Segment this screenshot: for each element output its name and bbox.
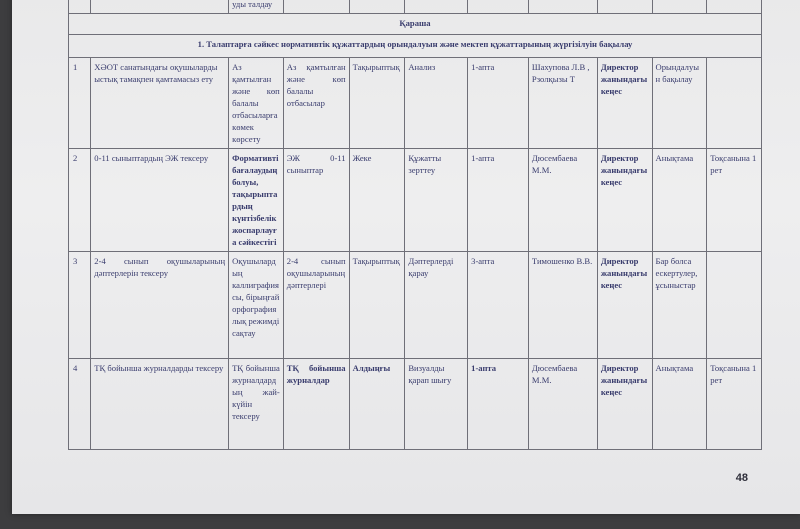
repeat-control bbox=[707, 58, 762, 149]
row-number: 2 bbox=[69, 149, 91, 252]
control-method: Визуалды қарап шығу bbox=[405, 359, 468, 450]
responsible-person: Дюсембаева М.М. bbox=[528, 359, 597, 450]
control-result: Орындалуы н бақылау bbox=[652, 58, 707, 149]
control-result: Бар болса ескертулер, ұсыныcтар bbox=[652, 252, 707, 359]
control-object: ТҚ бойынша журналдар bbox=[283, 359, 349, 450]
control-goal: Формативті бағалаудың болуы, тақырыптардың күнтізбелік жоспарлауға сәйкестігі bbox=[229, 149, 284, 252]
row-number: 3 bbox=[69, 252, 91, 359]
responsible-person: Тимошенко В.В. bbox=[528, 252, 597, 359]
table-row bbox=[69, 149, 762, 252]
control-method: Анализ bbox=[405, 58, 468, 149]
control-topic: ТҚ бойынша журналдарды тексеру bbox=[91, 359, 229, 450]
control-type: Жеке bbox=[349, 149, 405, 252]
control-method: Құжатты зерттеу bbox=[405, 149, 468, 252]
section-row bbox=[69, 35, 762, 58]
control-plan-table bbox=[68, 0, 762, 450]
section-title: 1. Талаптарға сәйкес нормативтік құжаттардың орындалуын және мектеп құжаттарының жүргізілуін бақылау bbox=[69, 35, 762, 58]
prev-row-cell: уды талдау bbox=[229, 0, 284, 14]
control-time: 3-апта bbox=[468, 252, 529, 359]
control-goal: Аз қамтылған және көп балалы отбасыларға көмек көрсету bbox=[229, 58, 284, 149]
table-row-previous bbox=[69, 0, 762, 14]
control-object: Аз қамтылған және көп балалы отбасылар bbox=[283, 58, 349, 149]
control-topic: 2-4 сынып оқушыларының дәптерлерін тексеру bbox=[91, 252, 229, 359]
repeat-control: Тоқсанына 1 рет bbox=[707, 149, 762, 252]
review-place: Директор жанындағы кеңес bbox=[597, 252, 652, 359]
month-title: Қараша bbox=[69, 14, 762, 35]
table-row bbox=[69, 252, 762, 359]
document-page bbox=[12, 0, 800, 514]
control-time: 1-апта bbox=[468, 359, 529, 450]
control-type: Тақырыптық bbox=[349, 58, 405, 149]
control-topic: 0-11 сыныптардың ЭЖ тексеру bbox=[91, 149, 229, 252]
control-type: Тақырыптық bbox=[349, 252, 405, 359]
control-method: Дәптерлерді қарау bbox=[405, 252, 468, 359]
month-row bbox=[69, 14, 762, 35]
control-topic: ХӘОТ санатындағы оқушыларды ыстық тамақпен қамтамасыз ету bbox=[91, 58, 229, 149]
review-place: Директор жанындағы кеңес bbox=[597, 359, 652, 450]
row-number: 1 bbox=[69, 58, 91, 149]
control-result: Анықтама bbox=[652, 359, 707, 450]
control-object: ЭЖ 0-11 сыныптар bbox=[283, 149, 349, 252]
control-goal: ТҚ бойынша журналдардың жай-күйін тексеру bbox=[229, 359, 284, 450]
control-time: 1-апта bbox=[468, 149, 529, 252]
review-place: Директор жанындағы кеңес bbox=[597, 149, 652, 252]
table-row bbox=[69, 58, 762, 149]
control-type: Алдыңғы bbox=[349, 359, 405, 450]
responsible-person: Шахупова Л.В , Рзолқызы Т bbox=[528, 58, 597, 149]
table-row bbox=[69, 359, 762, 450]
page-number: 48 bbox=[735, 472, 748, 484]
repeat-control bbox=[707, 252, 762, 359]
row-number: 4 bbox=[69, 359, 91, 450]
control-time: 1-апта bbox=[468, 58, 529, 149]
repeat-control: Тоқсанына 1 рет bbox=[707, 359, 762, 450]
control-object: 2-4 сынып оқушыларының дәптерлері bbox=[283, 252, 349, 359]
responsible-person: Дюсембаева М.М. bbox=[528, 149, 597, 252]
review-place: Директор жанындағы кеңес bbox=[597, 58, 652, 149]
control-goal: Оқушылардың каллиграфиясы, бірыңғай орфографиялық режимді сақтау bbox=[229, 252, 284, 359]
control-result: Анықтама bbox=[652, 149, 707, 252]
